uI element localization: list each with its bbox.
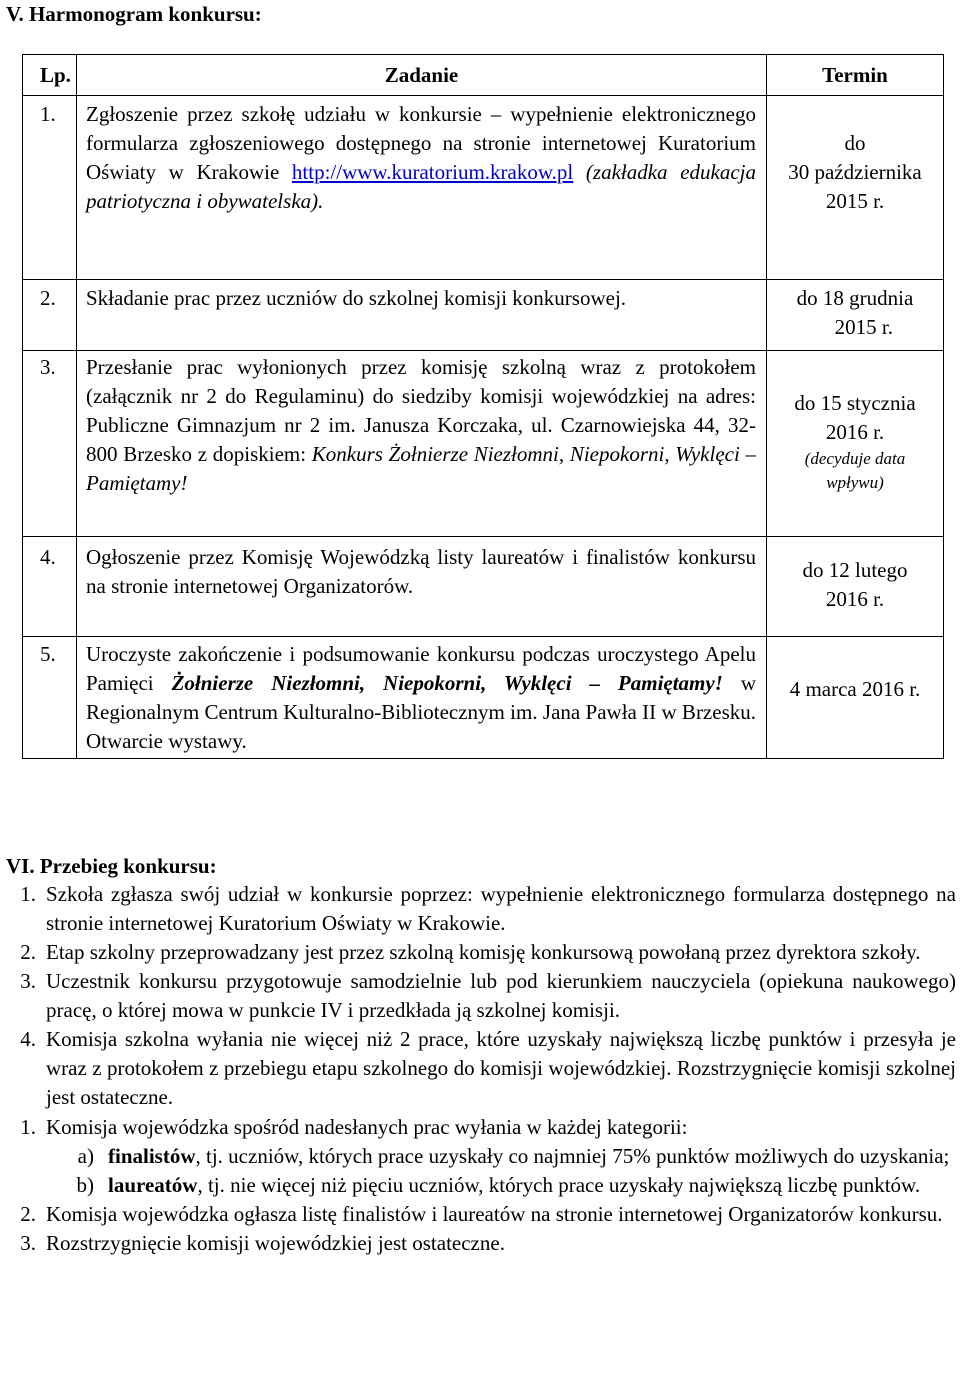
list-item-text: finalistów, tj. uczniów, których prace uzyskały co najmniej 75% punktów możliwych do uzyskania; bbox=[108, 1144, 950, 1168]
list-item-text: Komisja szkolna wyłania nie więcej niż 2 prace, które uzyskały największą liczbę punktów i przesyła je wraz z protokołem z przebiegu etapu szkolnego do komisji wojewódzkiej. Rozstrzygnięcie komisji szkolnej jest ostateczne. bbox=[46, 1027, 956, 1109]
list-item-number: 1. bbox=[20, 882, 36, 906]
table-row bbox=[23, 351, 944, 537]
sub-list bbox=[6, 1142, 956, 1200]
list-item bbox=[6, 1171, 956, 1200]
ordered-list bbox=[6, 880, 956, 1112]
row-task: Ogłoszenie przez Komisję Wojewódzką listy laureatów i finalistów konkursu na stronie internetowej Organizatorów. bbox=[77, 537, 767, 637]
row-number: 5. bbox=[23, 637, 77, 759]
header-deadline: Termin bbox=[767, 55, 944, 96]
table-header-row bbox=[23, 55, 944, 96]
table-row bbox=[23, 537, 944, 637]
list-item-text: Rozstrzygnięcie komisji wojewódzkiej jest ostateczne. bbox=[46, 1231, 505, 1255]
ordered-list bbox=[6, 1200, 956, 1258]
list-item bbox=[6, 1229, 956, 1258]
row-deadline: do 12 lutego 2016 r. bbox=[767, 537, 944, 637]
list-item bbox=[6, 880, 956, 938]
row-number: 2. bbox=[23, 280, 77, 351]
row-task: Składanie prac przez uczniów do szkolnej komisji konkursowej. bbox=[77, 280, 767, 351]
row-task: Przesłanie prac wyłonionych przez komisję szkolną wraz z protokołem (załącznik nr 2 do Regulaminu) do siedziby komisji wojewódzkiej na adres: Publiczne Gimnazjum nr 2 im. Janusza Korczaka, ul. Czarnowiejska 44, 32- 800 Brzesko z dopiskiem: Konkurs Żołnierze Niezłomni, Niepokorni, Wyklęci – Pamiętamy! bbox=[77, 351, 767, 537]
list-item bbox=[6, 938, 956, 967]
list-item-number: b) bbox=[76, 1173, 94, 1197]
row-number: 4. bbox=[23, 537, 77, 637]
list-item bbox=[6, 1113, 956, 1142]
list-item-text: Etap szkolny przeprowadzany jest przez szkolną komisję konkursową powołaną przez dyrektora szkoły. bbox=[46, 940, 921, 964]
table-row bbox=[23, 96, 944, 280]
list-item bbox=[6, 1025, 956, 1112]
list-item bbox=[6, 1142, 956, 1171]
list-item-number: a) bbox=[77, 1144, 94, 1168]
row-task: Zgłoszenie przez szkołę udziału w konkursie – wypełnienie elektronicznego formularza zgłoszeniowego dostępnego na stronie internetowej Kuratorium Oświaty w Krakowie http://www.kuratorium.krakow.pl (zakładka edukacja patriotyczna i obywatelska). bbox=[77, 96, 767, 280]
section-przebieg bbox=[6, 852, 956, 1258]
list-item-text: Komisja wojewódzka ogłasza listę finalistów i laureatów na stronie internetowej Organizatorów konkursu. bbox=[46, 1202, 943, 1226]
row-number: 3. bbox=[23, 351, 77, 537]
table-row bbox=[23, 280, 944, 351]
table-row bbox=[23, 637, 944, 759]
row-deadline: do 15 stycznia 2016 r. (decyduje data wpływu) bbox=[767, 351, 944, 537]
section-title-harmonogram: V. Harmonogram konkursu: bbox=[6, 2, 262, 26]
list-item-number: 1. bbox=[20, 1115, 36, 1139]
row-deadline: 4 marca 2016 r. bbox=[767, 637, 944, 759]
section-title-przebieg: VI. Przebieg konkursu: bbox=[6, 854, 217, 878]
header-task: Zadanie bbox=[77, 55, 767, 96]
list-item-number: 4. bbox=[20, 1027, 36, 1051]
row-number: 1. bbox=[23, 96, 77, 280]
kuratorium-link[interactable]: http://www.kuratorium.krakow.pl bbox=[291, 160, 574, 184]
ordered-list bbox=[6, 1113, 956, 1142]
row-deadline: do 18 grudnia 2015 r. bbox=[767, 280, 944, 351]
list-item-text: Komisja wojewódzka spośród nadesłanych prac wyłania w każdej kategorii: bbox=[46, 1115, 688, 1139]
schedule-table bbox=[22, 54, 944, 759]
list-item-number: 2. bbox=[20, 1202, 36, 1226]
list-item-number: 2. bbox=[20, 940, 36, 964]
list-item bbox=[6, 967, 956, 1025]
header-lp: Lp. bbox=[23, 55, 77, 96]
list-item-text: Szkoła zgłasza swój udział w konkursie poprzez: wypełnienie elektronicznego formularza dostępnego na stronie internetowej Kuratorium Oświaty w Krakowie. bbox=[46, 882, 956, 935]
row-task: Uroczyste zakończenie i podsumowanie konkursu podczas uroczystego Apelu Pamięci Żołnierze Niezłomni, Niepokorni, Wyklęci – Pamiętamy! w Regionalnym Centrum Kulturalno-Bibliotecznym im. Jana Pawła II w Brzesku. Otwarcie wystawy. bbox=[77, 637, 767, 759]
list-item-text: Uczestnik konkursu przygotowuje samodzielnie lub pod kierunkiem nauczyciela (opiekuna naukowego) pracę, o której mowa w punkcie IV i przedkłada ją szkolnej komisji. bbox=[46, 969, 956, 1022]
row-deadline: do 30 października 2015 r. bbox=[767, 96, 944, 280]
list-item-number: 3. bbox=[20, 969, 36, 993]
list-item bbox=[6, 1200, 956, 1229]
list-item-number: 3. bbox=[20, 1231, 36, 1255]
list-item-text: laureatów, tj. nie więcej niż pięciu uczniów, których prace uzyskały największą liczbę punktów. bbox=[108, 1173, 921, 1197]
